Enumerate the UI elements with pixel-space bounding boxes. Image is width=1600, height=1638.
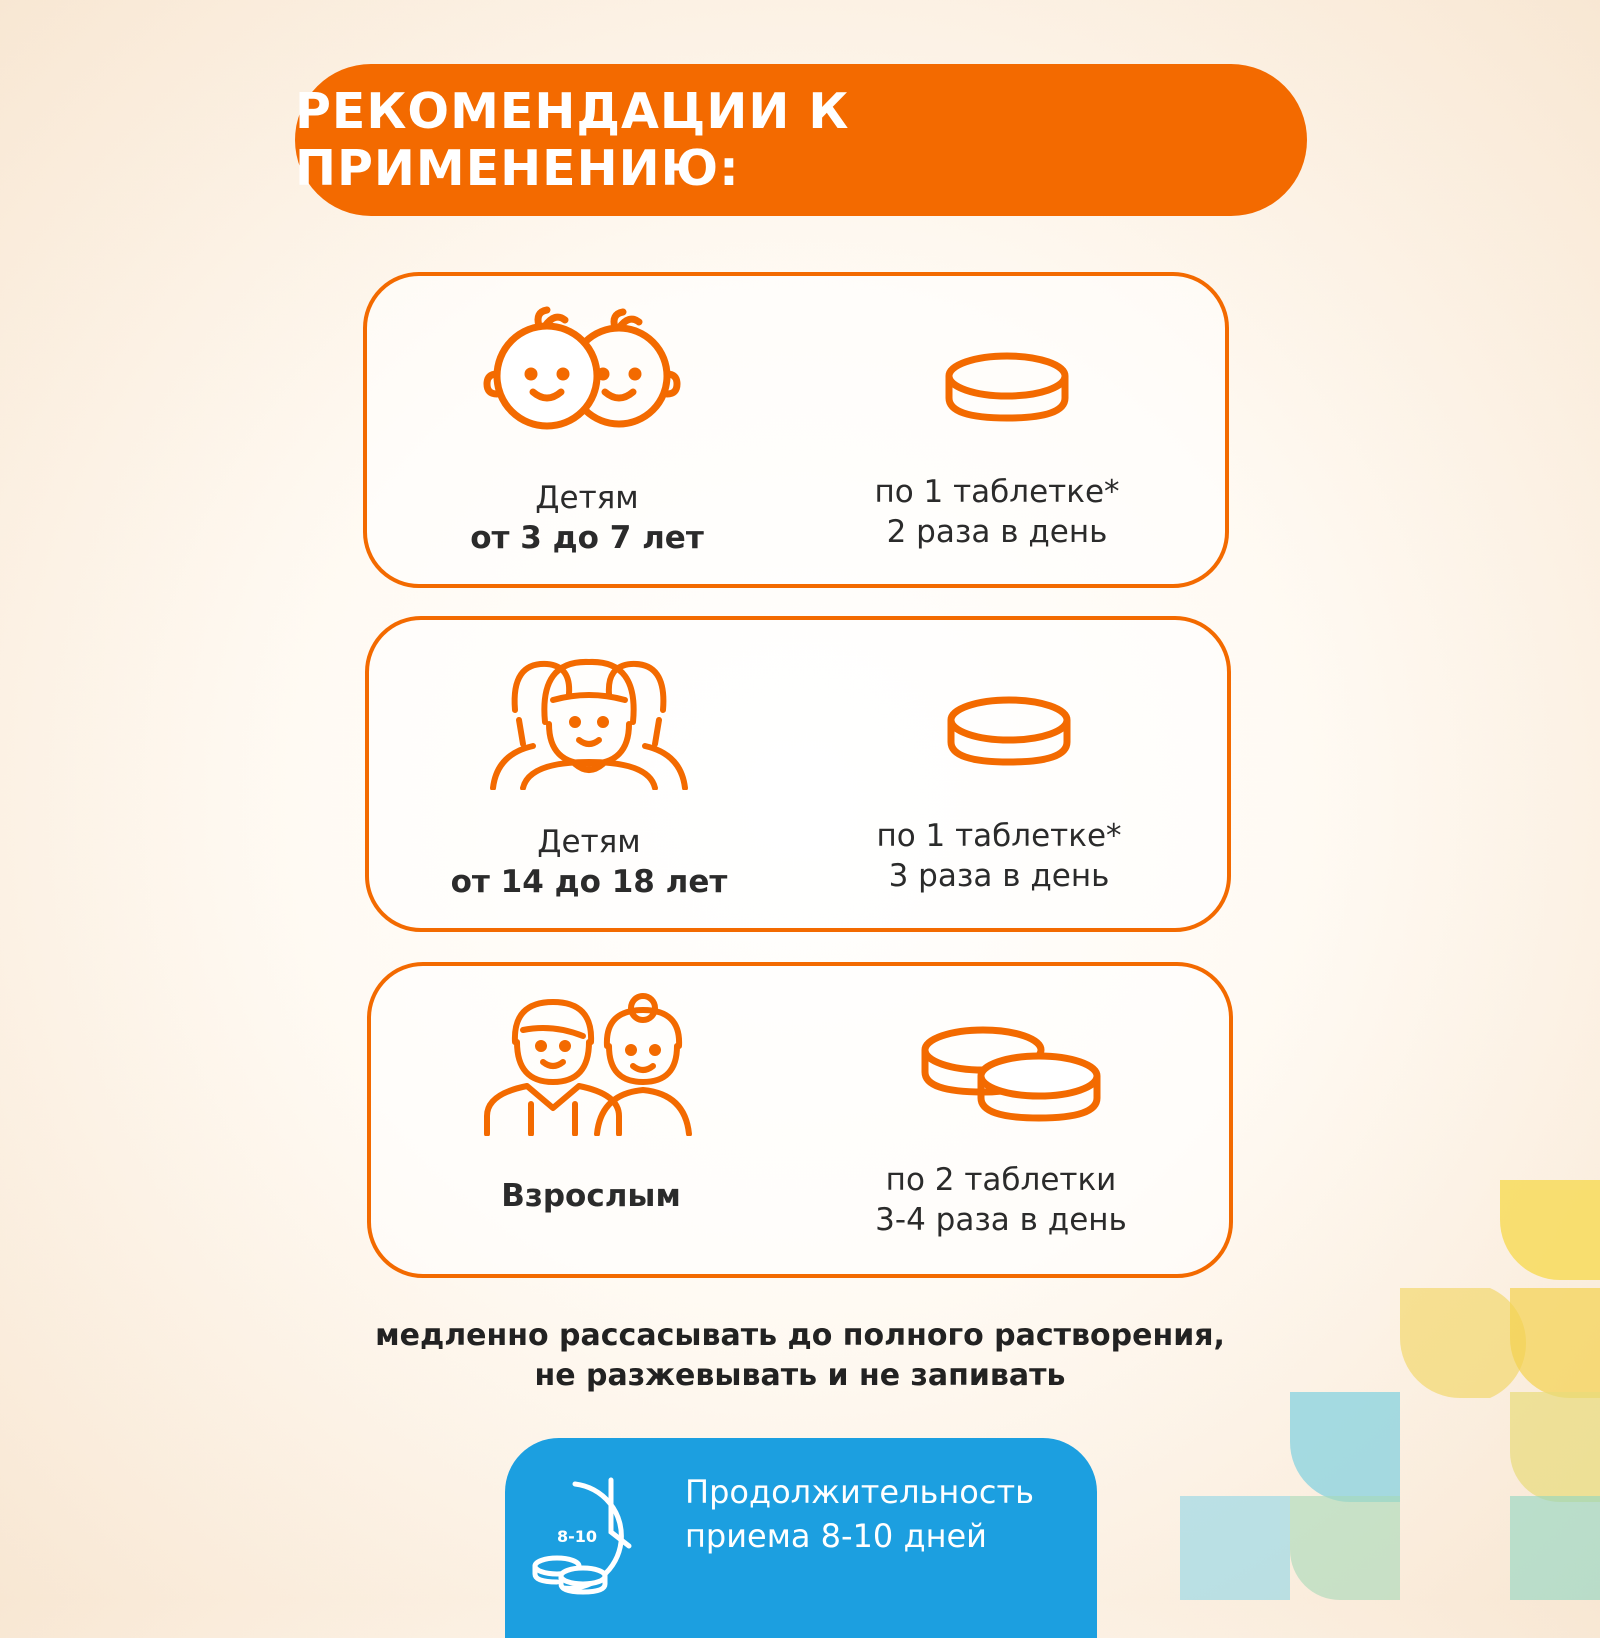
age-group-line1: Взрослым: [501, 1178, 681, 1214]
page-title-text: РЕКОМЕНДАЦИИ К ПРИМЕНЕНИЮ:: [295, 83, 850, 197]
duration-line1: Продолжительность: [685, 1473, 1034, 1511]
duration-text: [685, 1470, 1085, 1558]
two-tablets-icon: [901, 1006, 1121, 1136]
dosage-card-kids-14-18: [365, 616, 1231, 932]
toddlers-icon: [477, 296, 697, 446]
age-group-line2: от 14 до 18 лет: [450, 864, 728, 900]
dose-line1: по 2 таблетки: [885, 1162, 1117, 1198]
dose-line2: 3-4 раза в день: [875, 1202, 1127, 1238]
duration-banner: [505, 1438, 1097, 1638]
usage-note-line2: не разжевывать и не запивать: [534, 1358, 1066, 1393]
dose-label: [807, 472, 1187, 552]
adults-icon: [481, 986, 701, 1136]
dose-label: [809, 816, 1189, 896]
dose-line2: 3 раза в день: [888, 858, 1110, 894]
duration-line2: приема 8-10 дней: [685, 1517, 987, 1555]
duration-icon-label: 8-10: [557, 1527, 598, 1546]
age-group-label: [409, 822, 769, 902]
dose-label: [811, 1160, 1191, 1240]
teenagers-icon: [479, 640, 699, 790]
clock-tablets-icon: [523, 1456, 663, 1596]
single-tablet-icon: [907, 316, 1107, 446]
age-group-line1: Детям: [537, 824, 641, 860]
age-group-line2: от 3 до 7 лет: [470, 520, 704, 556]
age-group-label: [411, 1176, 771, 1216]
usage-note-line1: медленно рассасывать до полного растворения,: [375, 1318, 1225, 1353]
age-group-line1: Детям: [535, 480, 639, 516]
decorative-petals: [1180, 1180, 1600, 1600]
single-tablet-icon: [909, 660, 1109, 790]
dose-line1: по 1 таблетке*: [874, 474, 1120, 510]
dosage-card-kids-3-7: [363, 272, 1229, 588]
page-title: [295, 64, 1307, 216]
age-group-label: [407, 478, 767, 558]
dose-line2: 2 раза в день: [886, 514, 1108, 550]
dosage-card-adults: [367, 962, 1233, 1278]
dose-line1: по 1 таблетке*: [876, 818, 1122, 854]
